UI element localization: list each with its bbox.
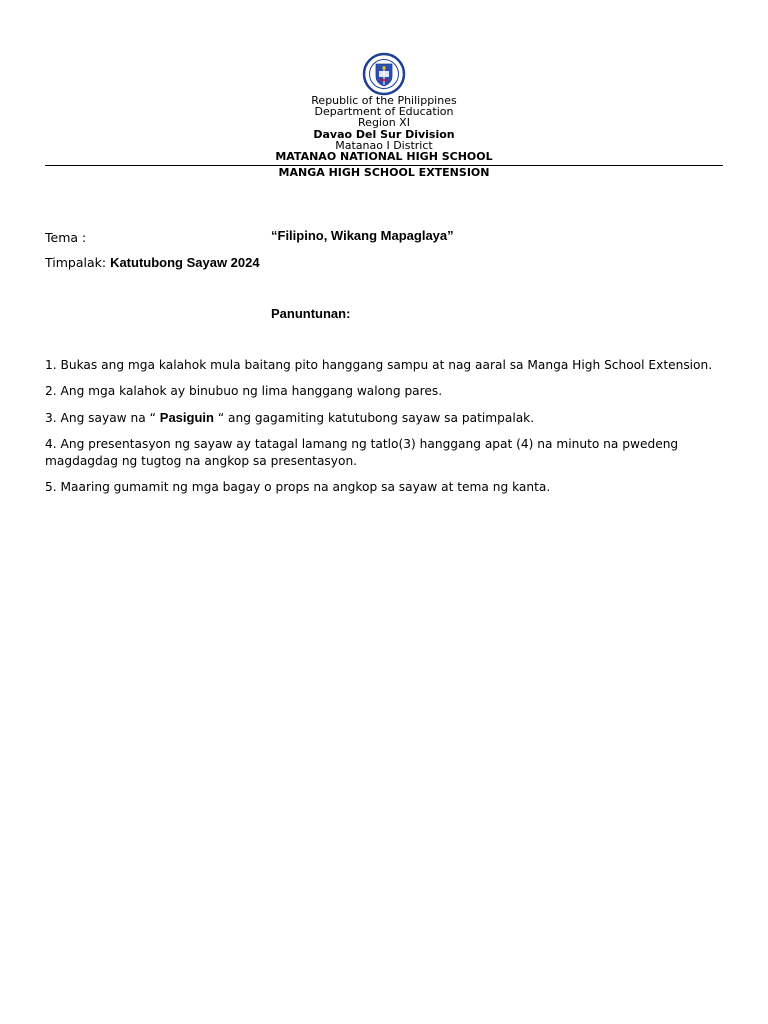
rules-title: Panuntunan: — [271, 306, 351, 321]
header-department: Department of Education — [314, 105, 454, 118]
header-division: Davao Del Sur Division — [313, 128, 455, 141]
header-school: MATANAO NATIONAL HIGH SCHOOL — [275, 150, 493, 163]
rule-item: 5. Maaring gumamit ng mga bagay o props na angkop sa sayaw at tema ng kanta. — [45, 480, 551, 494]
theme-label: Tema : — [45, 230, 87, 245]
header-extension: MANGA HIGH SCHOOL EXTENSION — [278, 166, 490, 179]
deped-seal-icon — [358, 52, 410, 96]
contest-value: Katutubong Sayaw 2024 — [110, 255, 260, 270]
contest-row — [45, 255, 260, 270]
theme-value: “Filipino, Wikang Mapaglaya” — [271, 228, 454, 243]
rules-list — [45, 357, 725, 505]
rule-item: 1. Bukas ang mga kalahok mula baitang pito hanggang sampu at nag aaral sa Manga High School Extension. — [45, 358, 713, 372]
dance-name: Pasiguin — [159, 410, 214, 425]
rule-text: 3. Ang sayaw na “ — [45, 411, 160, 425]
rule-text: “ ang gagamiting katutubong sayaw sa patimpalak. — [213, 411, 535, 425]
header-region: Region XI — [358, 116, 410, 129]
header-country: Republic of the Philippines — [311, 94, 457, 107]
rule-item — [45, 409, 725, 427]
rule-item: 4. Ang presentasyon ng sayaw ay tatagal lamang ng tatlo(3) hanggang apat (4) na minuto na pwedeng magdagdag ng tugtog na angkop sa presentasyon. — [45, 437, 679, 468]
rule-item: 2. Ang mga kalahok ay binubuo ng lima hanggang walong pares. — [45, 384, 443, 398]
contest-label: Timpalak: — [45, 255, 107, 270]
header-district: Matanao I District — [335, 139, 433, 152]
